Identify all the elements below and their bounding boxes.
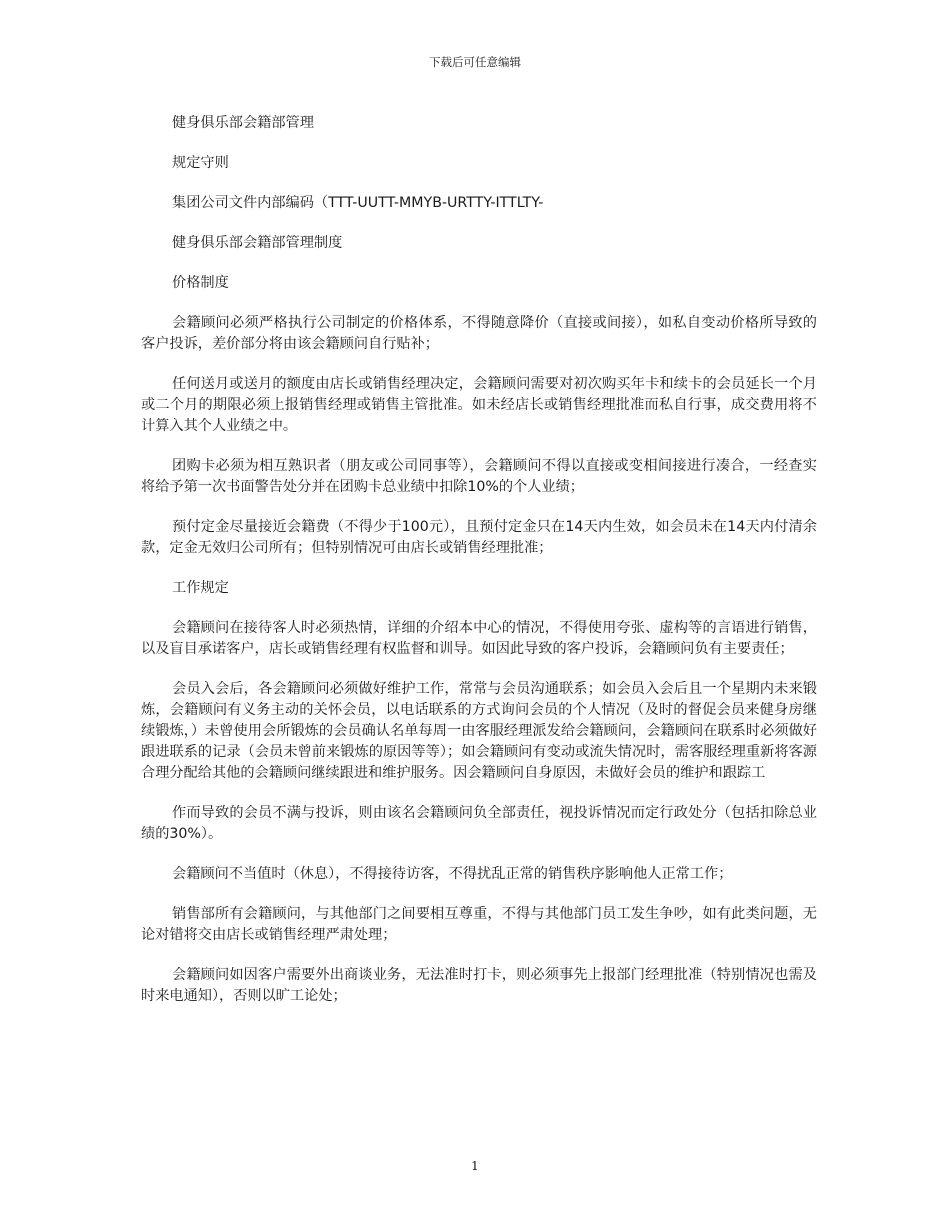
paragraph: 会籍顾问在接待客人时必须热情，详细的介绍本中心的情况，不得使用夸张、虚构等的言语进行销售，以及盲目承诺客户，店长或销售经理有权监督和训导。如因此导致的客户投诉，会籍顾问负有主要责任； [141,620,817,657]
document-title: 健身俱乐部会籍部管理 [172,115,314,131]
document-body [141,113,817,1026]
paragraph: 会员入会后，各会籍顾问必须做好维护工作，常常与会员沟通联系；如会员入会后且一个星期内未来锻炼，会籍顾问有义务主动的关怀会员，以电话联系的方式询问会员的个人情况（及时的督促会员来健身房继续锻炼，）未曾使用会所锻炼的会员确认名单每周一由客服经理派发给会籍顾问，会籍顾问在联系时必须做好跟进联系的记录（会员未曾前来锻炼的原因等等）；如会籍顾问有变动或流失情况时，需客服经理重新将客源合理分配给其他的会籍顾问继续跟进和维护服务。因会籍顾问自身原因，未做好会员的维护和跟踪工 [141,681,817,781]
paragraph: 会籍顾问不当值时（休息），不得接待访客，不得扰乱正常的销售秩序影响他人正常工作； [172,866,733,882]
paragraph: 任何送月或送月的额度由店长或销售经理决定，会籍顾问需要对初次购买年卡和续卡的会员延长一个月或二个月的期限必须上报销售经理或销售主管批准。如未经店长或销售经理批准而私自行事，成交费用将不计算入其个人业绩之中。 [141,376,817,434]
paragraph: 团购卡必须为相互熟识者（朋友或公司同事等），会籍顾问不得以直接或变相间接进行凑合，一经查实将给予第一次书面警告处分并在团购卡总业绩中扣除10%的个人业绩； [141,458,817,495]
paragraph: 会籍顾问如因客户需要外出商谈业务，无法准时打卡，则必须事先上报部门经理批准（特别情况也需及时来电通知），否则以旷工论处； [141,967,817,1004]
document-subtitle: 规定守则 [172,155,229,171]
regulation-title: 健身俱乐部会籍部管理制度 [172,235,343,251]
paragraph: 作而导致的会员不满与投诉，则由该名会籍顾问负全部责任，视投诉情况而定行政处分（包括扣除总业绩的30%）。 [141,805,817,842]
section-heading-pricing: 价格制度 [172,275,229,291]
paragraph: 会籍顾问必须严格执行公司制定的价格体系，不得随意降价（直接或间接），如私自变动价格所导致的客户投诉，差价部分将由该会籍顾问自行贴补； [141,315,817,352]
page-header: 下载后可任意编辑 [429,55,521,69]
paragraph: 销售部所有会籍顾问，与其他部门之间要相互尊重，不得与其他部门员工发生争吵，如有此类问题，无论对错将交由店长或销售经理严肃处理； [141,906,817,943]
paragraph: 预付定金尽量接近会籍费（不得少于100元），且预付定金只在14天内生效，如会员未在14天内付清余款，定金无效归公司所有；但特别情况可由店长或销售经理批准； [141,519,817,556]
document-code-line: 集团公司文件内部编码（TTT-UUTT-MMYB-URTTY-ITTLTY- [172,195,544,211]
section-heading-work-rules: 工作规定 [172,580,229,596]
page-number: 1 [471,1159,479,1173]
